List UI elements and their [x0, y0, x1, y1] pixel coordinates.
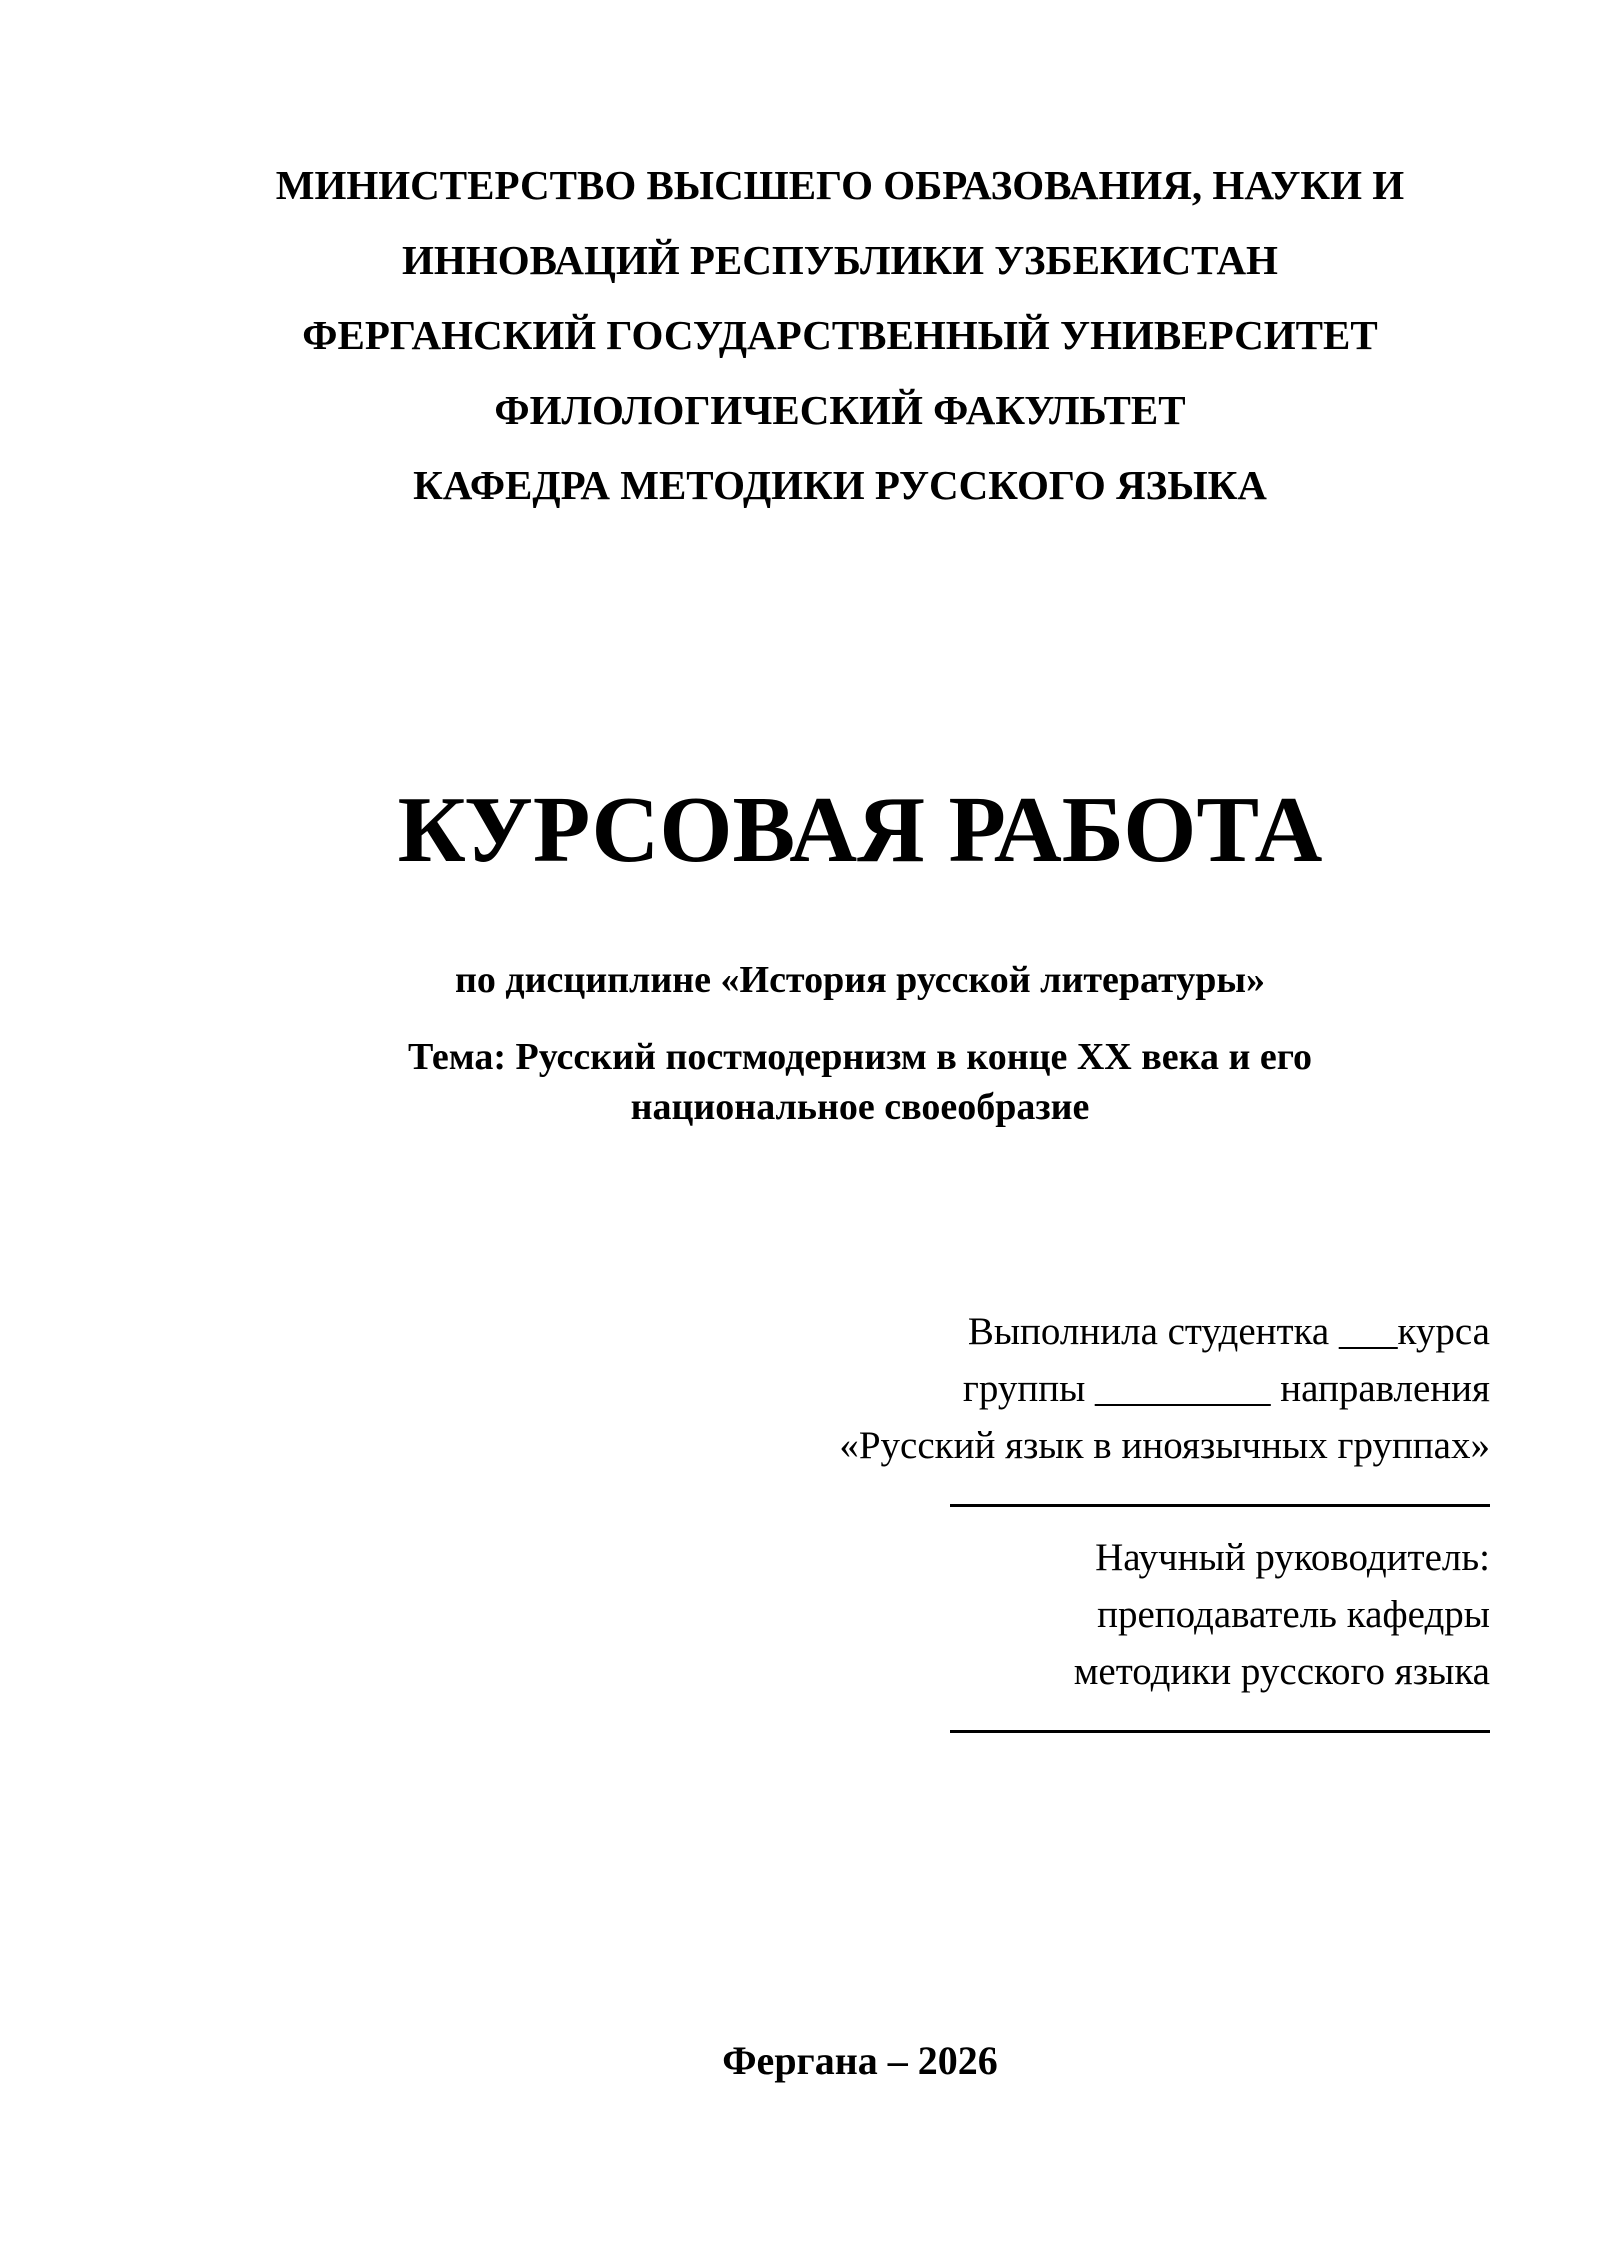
student-line-3: «Русский язык в иноязычных группах»	[839, 1424, 1490, 1467]
city-year: Фергана – 2026	[722, 2038, 998, 2083]
supervisor-signature-line	[950, 1730, 1490, 1733]
student-line-1: Выполнила студентка ___курса	[967, 1310, 1490, 1353]
document-title: КУРСОВАЯ РАБОТА	[397, 778, 1323, 882]
student-line-2: группы _________ направления	[962, 1367, 1490, 1410]
topic-line-1: Тема: Русский постмодернизм в конце ХХ века и его	[407, 1036, 1313, 1078]
header-ministry-line-1: МИНИСТЕРСТВО ВЫСШЕГО ОБРАЗОВАНИЯ, НАУКИ И	[275, 162, 1405, 208]
student-signature-line	[950, 1504, 1490, 1507]
institution-header	[0, 148, 1600, 523]
header-faculty: ФИЛОЛОГИЧЕСКИЙ ФАКУЛЬТЕТ	[494, 387, 1186, 433]
header-department: КАФЕДРА МЕТОДИКИ РУССКОГО ЯЗЫКА	[413, 462, 1267, 508]
author-info-block	[730, 1303, 1490, 1733]
topic-line-2: национальное своеобразие	[630, 1086, 1090, 1128]
discipline-line: по дисциплине «История русской литературы»	[454, 959, 1266, 1001]
topic-block	[0, 1032, 1600, 1132]
supervisor-line-1: Научный руководитель:	[1095, 1536, 1490, 1579]
header-university: ФЕРГАНСКИЙ ГОСУДАРСТВЕННЫЙ УНИВЕРСИТЕТ	[302, 312, 1378, 358]
header-ministry-line-2: ИННОВАЦИЙ РЕСПУБЛИКИ УЗБЕКИСТАН	[402, 237, 1278, 283]
supervisor-line-2: преподаватель кафедры	[1097, 1593, 1490, 1636]
supervisor-line-3: методики русского языка	[1073, 1650, 1490, 1693]
